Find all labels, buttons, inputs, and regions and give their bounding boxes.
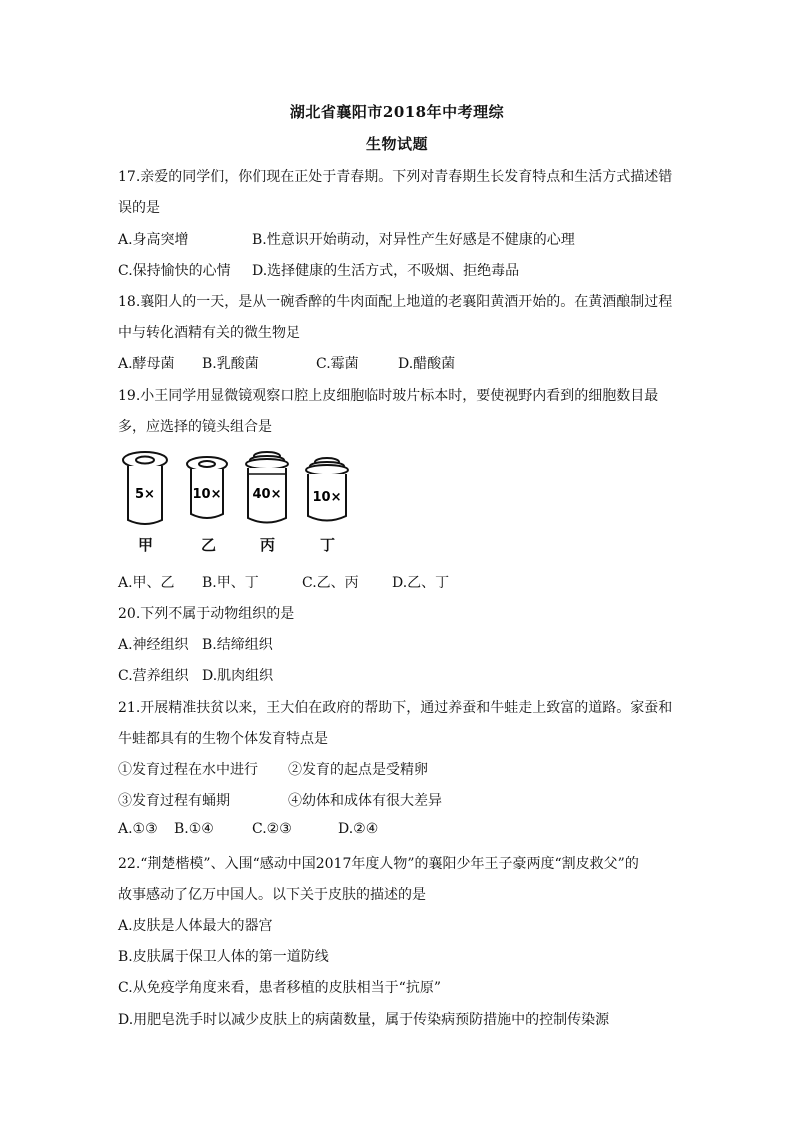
lens-jia-magnification: 5× [135, 487, 155, 502]
q19-stem-line-1: 19.小王同学用显微镜观察口腔上皮细胞临时玻片标本时，要使视野内看到的细胞数目最 [118, 388, 659, 404]
lens-yi-magnification: 10× [192, 487, 222, 502]
q21-option-c: C.②③ [252, 821, 292, 837]
q22-option-b: B.皮肤属于保卫人体的第一道防线 [118, 949, 329, 965]
q21-stem-line-1: 21.开展精准扶贫以来，王大伯在政府的帮助下，通过养蚕和牛蛙走上致富的道路。家蚕和 [118, 700, 673, 716]
lens-drawing [118, 448, 378, 558]
q17-option-b: B.性意识开始萌动，对异性产生好感是不健康的心理 [252, 232, 575, 248]
lens-jia-label: 甲 [138, 536, 154, 554]
q20-stem: 20.下列不属于动物组织的是 [118, 606, 295, 622]
q18-option-b: B.乳酸菌 [202, 356, 259, 372]
q17-stem-line-1: 17.亲爱的同学们，你们现在正处于青春期。下列对青春期生长发育特点和生活方式描述错 [118, 169, 673, 185]
q19-option-c: C.乙、丙 [302, 575, 359, 591]
lens-bing-magnification: 40× [252, 487, 282, 502]
q18-stem-line-1: 18.襄阳人的一天，是从一碗香醉的牛肉面配上地道的老襄阳黄酒开始的。在黄酒酿制过程 [118, 294, 673, 310]
q21-option-b: B.①④ [174, 821, 214, 837]
q21-stem-line-2: 牛蛙都具有的生物个体发育特点是 [118, 731, 328, 747]
q21-statement-4: ④幼体和成体有很大差异 [288, 793, 442, 809]
q17-option-a: A.身高突增 [118, 232, 189, 248]
q18-option-a: A.酵母菌 [118, 356, 175, 372]
q17-option-c: C.保持愉快的心情 [118, 263, 231, 279]
lens-ding-label: 丁 [320, 536, 336, 554]
q18-stem-line-2: 中与转化酒精有关的微生物足 [118, 325, 300, 341]
q20-option-c: C.营养组织 [118, 668, 189, 684]
q20-option-b: B.结缔组织 [202, 637, 273, 653]
q19-option-a: A.甲、乙 [118, 575, 175, 591]
page-subtitle: 生物试题 [365, 135, 428, 153]
q21-statement-3: ③发育过程有蛹期 [118, 793, 230, 809]
q22-option-a: A.皮肤是人体最大的器宫 [118, 918, 273, 934]
q20-option-a: A.神经组织 [118, 637, 189, 653]
q22-stem-line-2: 故事感动了亿万中国人。以下关于皮肤的描述的是 [118, 887, 426, 903]
q17-stem-line-2: 误的是 [118, 200, 160, 216]
q20-option-d: D.肌肉组织 [202, 668, 274, 684]
q19-stem-line-2: 多，应选择的镜头组合是 [118, 419, 272, 435]
q18-option-d: D.醋酸菌 [398, 356, 456, 372]
q21-option-d: D.②④ [338, 821, 379, 837]
q22-stem-line-1: 22.“荆楚楷模”、入围“感动中国2017年度人物”的襄阳少年王子豪两度“割皮救父”的 [118, 856, 639, 872]
q22-option-c: C.从免疫学角度来看，患者移植的皮肤相当于“抗原” [118, 980, 441, 996]
q19-option-b: B.甲、丁 [202, 575, 259, 591]
q22-option-d: D.用肥皂洗手时以减少皮肤上的病菌数量，属于传染病预防措施中的控制传染源 [118, 1012, 610, 1028]
lens-ding-magnification: 10× [312, 490, 342, 505]
q19-option-d: D.乙、丁 [392, 575, 450, 591]
q21-option-a: A.①③ [118, 821, 158, 837]
lens-yi-label: 乙 [201, 536, 217, 554]
q21-statement-1: ①发育过程在水中进行 [118, 762, 258, 778]
objective-lens-figure [118, 448, 378, 558]
lens-bing-label: 丙 [260, 536, 276, 554]
q21-statement-2: ②发育的起点是受精卵 [288, 762, 428, 778]
q17-option-d: D.选择健康的生活方式，不吸烟、拒绝毒品 [252, 263, 520, 279]
q18-option-c: C.霉菌 [316, 356, 359, 372]
page-title: 湖北省襄阳市2018年中考理综 [289, 103, 505, 121]
